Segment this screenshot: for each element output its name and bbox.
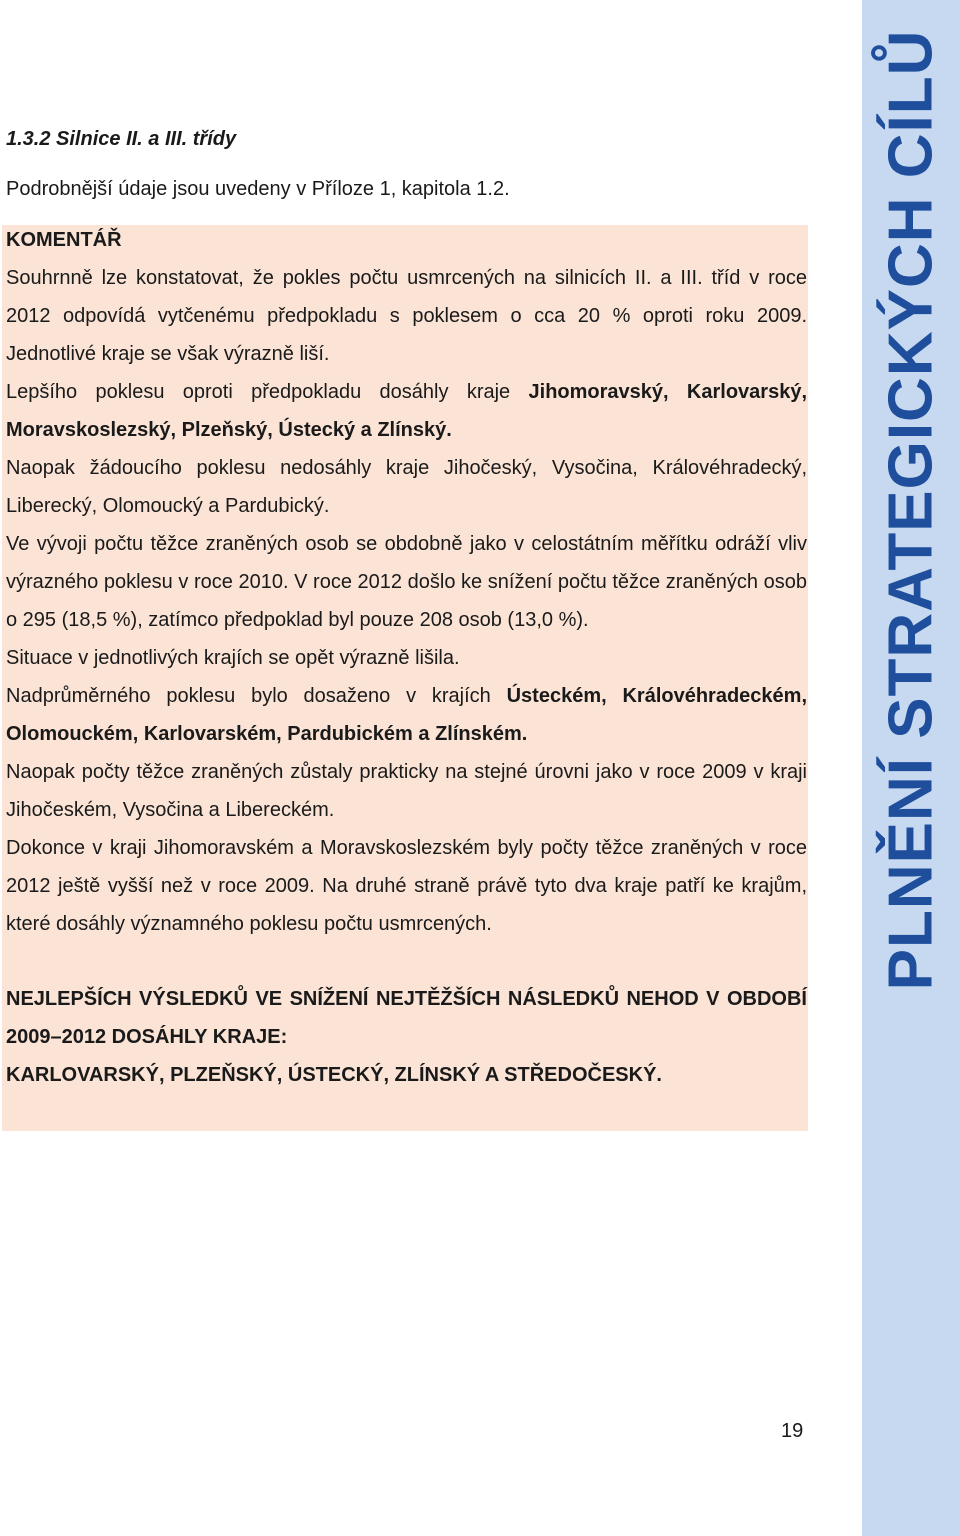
highlighted-regions: Ústeckém, Královéhradeckém, Olomouckém, Karlovarském, Pardubickém a Zlínském. xyxy=(6,685,808,745)
summary-statement: NEJLEPŠÍCH VÝSLEDKŮ VE SNÍŽENÍ NEJTĚŽŠÍCH NÁSLEDKŮ NEHOD V OBDOBÍ 2009–2012 DOSÁHLY KRAJE: xyxy=(6,988,807,1048)
summary-regions: KARLOVARSKÝ, PLZEŇSKÝ, ÚSTECKÝ, ZLÍNSKÝ A STŘEDOČESKÝ. xyxy=(6,1064,662,1086)
paragraph-text: Lepšího poklesu oproti předpokladu dosáhly kraje xyxy=(6,381,529,403)
comment-content xyxy=(6,225,807,1094)
comment-paragraph: Dokonce v kraji Jihomoravském a Moravskoslezském byly počty těžce zraněných v roce 2012 ještě vyšší než v roce 2009. Na druhé straně právě tyto dva kraje patří ke krajům, které dosáhly významného poklesu počtu usmrcených. xyxy=(6,837,807,935)
spacer xyxy=(6,943,807,980)
comment-paragraph xyxy=(6,677,807,753)
highlighted-regions: Jihomoravský, Karlovarský, Moravskoslezský, Plzeňský, Ústecký a Zlínský. xyxy=(6,381,807,441)
paragraph-text: Nadprůměrného poklesu bylo dosaženo v krajích xyxy=(6,685,507,707)
comment-label: KOMENTÁŘ xyxy=(6,229,122,251)
intro-text: Podrobnější údaje jsou uvedeny v Příloze 1, kapitola 1.2. xyxy=(6,178,510,200)
comment-box xyxy=(2,225,808,1131)
comment-paragraph xyxy=(6,373,807,449)
comment-paragraph: Naopak počty těžce zraněných zůstaly prakticky na stejné úrovni jako v roce 2009 v kraji Jihočeském, Vysočina a Libereckém. xyxy=(6,761,807,821)
side-section-title: PLNĚNÍ STRATEGICKÝCH CÍLŮ xyxy=(876,29,946,991)
comment-paragraph: Naopak žádoucího poklesu nedosáhly kraje Jihočeský, Vysočina, Královéhradecký, Liberecký, Olomoucký a Pardubický. xyxy=(6,457,807,517)
section-heading: 1.3.2 Silnice II. a III. třídy xyxy=(6,128,237,150)
page-number: 19 xyxy=(781,1420,804,1442)
comment-paragraph: Souhrnně lze konstatovat, že pokles počtu usmrcených na silnicích II. a III. tříd v roce 2012 odpovídá vytčenému předpokladu s poklesem o cca 20 % oproti roku 2009. Jednotlivé kraje se však výrazně liší. xyxy=(6,267,807,365)
comment-paragraph: Ve vývoji počtu těžce zraněných osob se obdobně jako v celostátním měřítku odráží vliv výrazného poklesu v roce 2010. V roce 2012 došlo ke snížení počtu těžce zraněných osob o 295 (18,5 %), zatímco předpoklad byl pouze 208 osob (13,0 %). xyxy=(6,533,807,631)
comment-paragraph: Situace v jednotlivých krajích se opět výrazně lišila. xyxy=(6,647,460,669)
